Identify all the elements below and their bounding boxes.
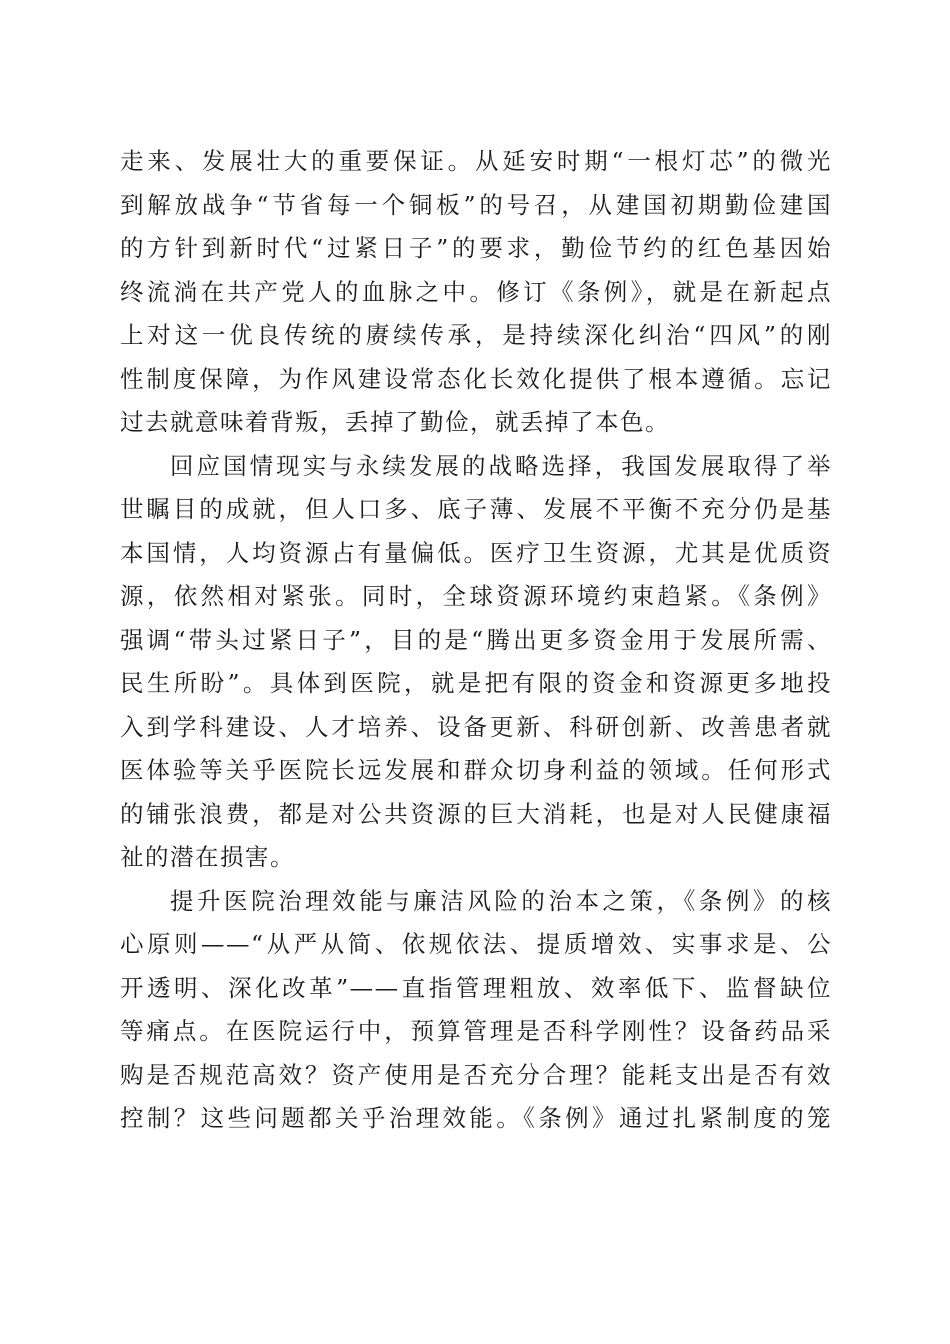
text-line: 源，依然相对紧张。同时，全球资源环境约束趋紧。《条例》 (120, 582, 832, 610)
text-line: 的铺张浪费，都是对公共资源的巨大消耗，也是对人民健康福 (120, 799, 832, 828)
text-line: 本国情，人均资源占有量偏低。医疗卫生资源，尤其是优质资 (120, 538, 832, 567)
text-line: 走来、发展壮大的重要保证。从延安时期“一根灯芯”的微光 (120, 147, 832, 175)
paragraph-1 (120, 140, 832, 445)
text-line: 上对这一优良传统的赓续传承，是持续深化纠治“四风”的刚 (120, 321, 832, 349)
text-line: 回应国情现实与永续发展的战略选择，我国发展取得了举 (170, 451, 832, 480)
text-line: 性制度保障，为作风建设常态化长效化提供了根本遵循。忘记 (120, 364, 832, 393)
text-line: 开透明、深化改革”——直指管理粗放、效率低下、监督缺位 (120, 973, 832, 1002)
text-line: 过去就意味着背叛，丢掉了勤俭，就丢掉了本色。 (120, 408, 670, 436)
text-line: 到解放战争“节省每一个铜板”的号召，从建国初期勤俭建国 (120, 190, 832, 219)
paragraph-2 (120, 445, 832, 880)
text-line: 强调“带头过紧日子”，目的是“腾出更多资金用于发展所需、 (120, 625, 832, 654)
text-line: 世瞩目的成就，但人口多、底子薄、发展不平衡不充分仍是基 (120, 495, 832, 523)
text-line: 民生所盼”。具体到医院，就是把有限的资金和资源更多地投 (120, 669, 832, 697)
text-line: 医体验等关乎医院长远发展和群众切身利益的领域。任何形式 (120, 756, 832, 784)
text-line: 的方针到新时代“过紧日子”的要求，勤俭节约的红色基因始 (120, 234, 832, 262)
text-line: 提升医院治理效能与廉洁风险的治本之策，《条例》的核 (170, 886, 832, 915)
text-line: 等痛点。在医院运行中，预算管理是否科学刚性？设备药品采 (120, 1017, 832, 1045)
text-line: 购是否规范高效？资产使用是否充分合理？能耗支出是否有效 (120, 1060, 832, 1089)
text-line: 入到学科建设、人才培养、设备更新、科研创新、改善患者就 (120, 712, 832, 741)
document-page (120, 140, 832, 1141)
text-line: 终流淌在共产党人的血脉之中。修订《条例》，就是在新起点 (120, 277, 832, 306)
text-line: 祉的潜在损害。 (120, 843, 295, 871)
paragraph-3 (120, 880, 832, 1141)
text-line: 心原则——“从严从简、依规依法、提质增效、实事求是、公 (120, 930, 832, 958)
text-line: 控制？这些问题都关乎治理效能。《条例》通过扎紧制度的笼 (120, 1104, 832, 1132)
